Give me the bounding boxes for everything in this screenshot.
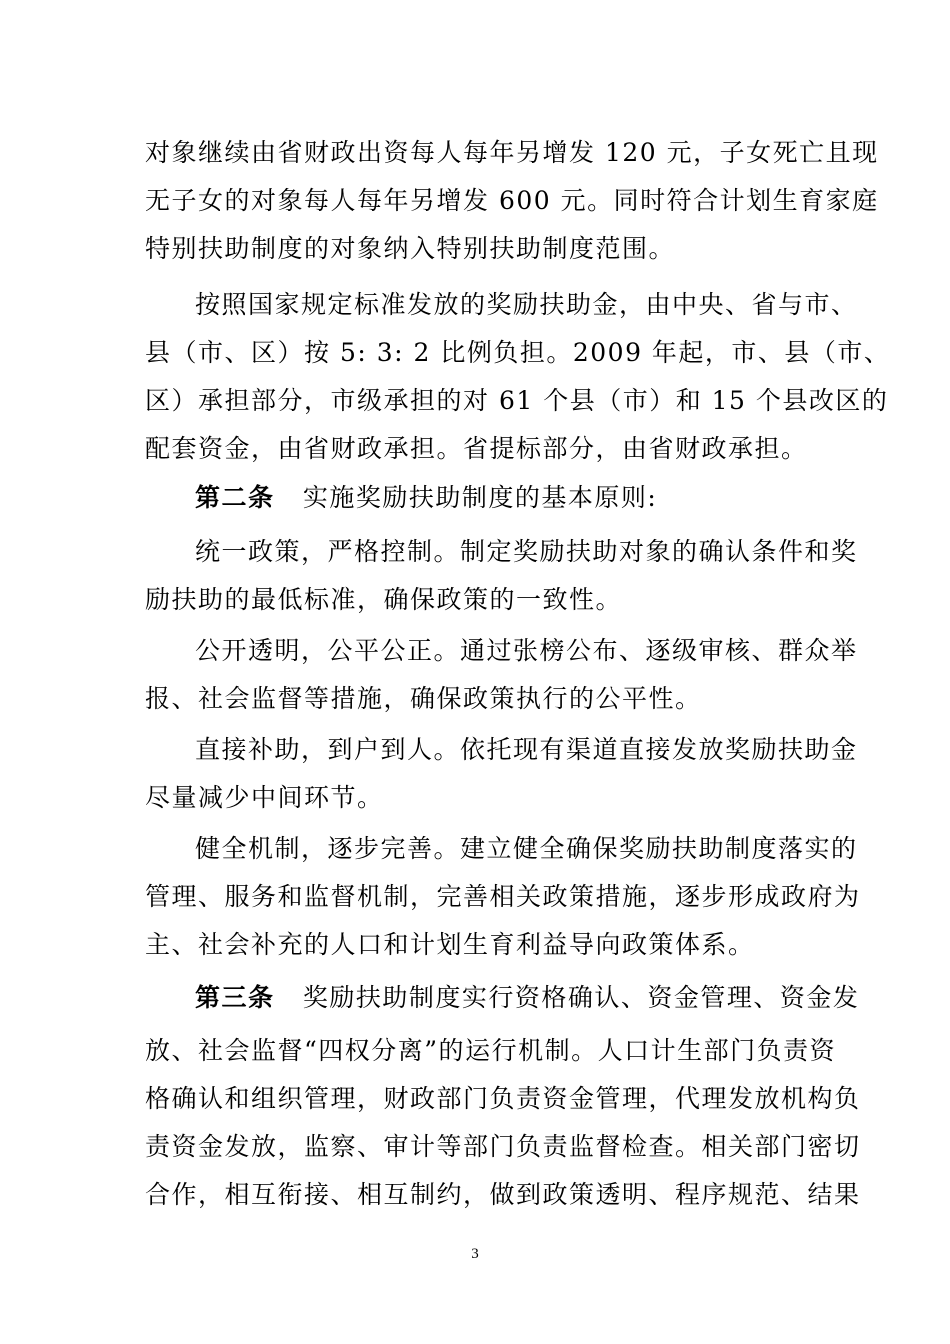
text-line: 主、社会补充的人口和计划生育利益导向政策体系。 bbox=[145, 930, 755, 959]
text-line: 格确认和组织管理，财政部门负责资金管理，代理发放机构负 bbox=[145, 1084, 861, 1113]
text-line: 合作，相互衔接、相互制约，做到政策透明、程序规范、结果 bbox=[145, 1180, 861, 1209]
text-line: 管理、服务和监督机制，完善相关政策措施，逐步形成政府为 bbox=[145, 882, 861, 911]
text-line: 区）承担部分，市级承担的对 61 个县（市）和 15 个县改区的 bbox=[145, 386, 889, 415]
article-3-text: 奖励扶助制度实行资格确认、资金管理、资金发 bbox=[302, 983, 860, 1012]
text-line: 报、社会监督等措施，确保政策执行的公平性。 bbox=[145, 684, 702, 713]
text-line: 配套资金，由省财政承担。省提标部分，由省财政承担。 bbox=[145, 434, 808, 463]
article-3-heading: 第三条 bbox=[195, 983, 275, 1012]
article-2-line bbox=[195, 483, 950, 513]
text-line: 县（市、区）按 5: 3: 2 比例负担。2009 年起，市、县（市、 bbox=[145, 338, 891, 367]
article-2-text: 实施奖励扶助制度的基本原则: bbox=[302, 483, 658, 512]
text-line: 放、社会监督“四权分离”的运行机制。人口计生部门负责资 bbox=[145, 1036, 837, 1065]
text-line: 健全机制，逐步完善。建立健全确保奖励扶助制度落实的 bbox=[195, 834, 858, 863]
text-line: 按照国家规定标准发放的奖励扶助金，由中央、省与市、 bbox=[195, 290, 858, 319]
text-line: 对象继续由省财政出资每人每年另增发 120 元，子女死亡且现 bbox=[145, 138, 879, 167]
text-line: 励扶助的最低标准，确保政策的一致性。 bbox=[145, 585, 623, 614]
article-2-heading: 第二条 bbox=[195, 483, 275, 512]
text-line: 尽量减少中间环节。 bbox=[145, 783, 384, 812]
text-line: 无子女的对象每人每年另增发 600 元。同时符合计划生育家庭 bbox=[145, 186, 879, 215]
text-line: 公开透明，公平公正。通过张榜公布、逐级审核、群众举 bbox=[195, 636, 858, 665]
text-line: 责资金发放，监察、审计等部门负责监督检查。相关部门密切 bbox=[145, 1132, 861, 1161]
page-number: 3 bbox=[471, 1246, 479, 1262]
article-3-line bbox=[195, 983, 950, 1013]
text-line: 直接补助，到户到人。依托现有渠道直接发放奖励扶助金 bbox=[195, 735, 858, 764]
text-line: 统一政策，严格控制。制定奖励扶助对象的确认条件和奖 bbox=[195, 537, 858, 566]
text-line: 特别扶助制度的对象纳入特别扶助制度范围。 bbox=[145, 234, 676, 263]
